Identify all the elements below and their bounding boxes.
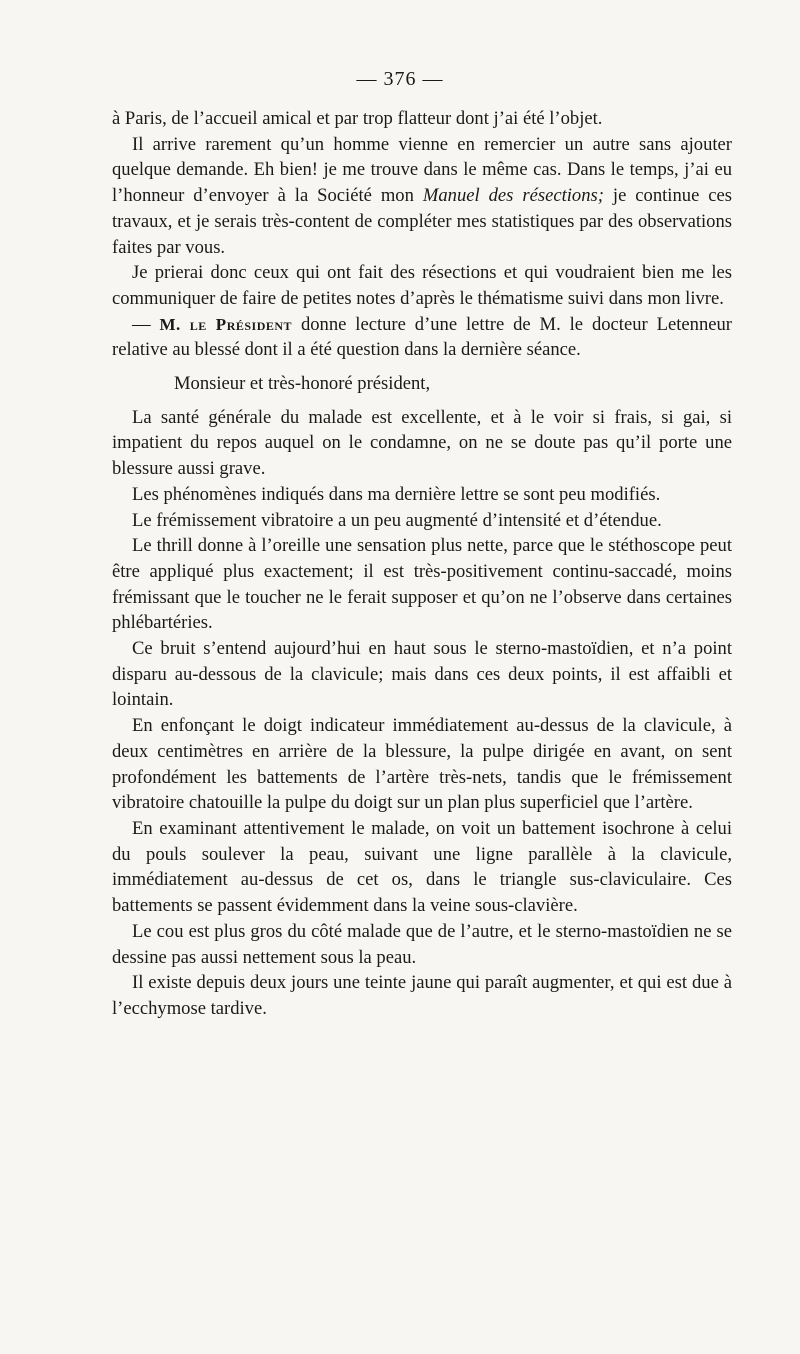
letter-salutation: Monsieur et très-honoré président, <box>174 373 431 395</box>
paragraph-6: Les phénomènes indiqués dans ma dernière lettre se sont peu modifiés. <box>132 483 661 505</box>
body-text <box>112 106 732 1022</box>
paragraph-3: Je prierai donc ceux qui ont fait des résections et qui voudraient bien me les communiquer de faire de petites notes d’après le thématisme suivi dans mon livre. <box>112 262 732 309</box>
page-number: — 376 — <box>356 68 444 90</box>
speaker-name: M. le Président <box>159 314 293 334</box>
paragraph-2-text: Il arrive rarement qu’un homme vienne en remercier un autre sans ajouter quelque demande. Eh bien! je me trouve dans le même cas. Dans le temps, j’ai eu l’honneur d’envoyer à la Société mon <box>112 133 732 207</box>
paragraph-4-text: donne lecture d’une lettre de M. le docteur Letenneur relative au blessé dont il a été question dans la dernière séance. <box>112 313 732 361</box>
paragraph-12: Le cou est plus gros du côté malade que de l’autre, et le sterno-mastoïdien ne se dessine pas aussi nettement sous la peau. <box>112 920 732 968</box>
paragraph-10: En enfonçant le doigt indicateur immédiatement au-dessus de la clavicule, à deux centimètres en arrière de la blessure, la pulpe dirigée en avant, on sent profondément les battements de l’artère très-nets, tandis que le frémissement vibratoire chatouille la pulpe du doigt sur un plan plus superficiel que l’artère. <box>112 715 732 814</box>
paragraph-13: Il existe depuis deux jours une teinte jaune qui paraît augmenter, et qui est due à l’ecchymose tardive. <box>112 972 732 1019</box>
paragraph-2-tail: je continue ces travaux, et je serais très-content de compléter mes statistiques par des observations faites par vous. <box>112 185 733 258</box>
paragraph-4 <box>112 312 732 363</box>
paragraph-2 <box>112 132 732 261</box>
paragraph-7: Le frémissement vibratoire a un peu augmenté d’intensité et d’étendue. <box>132 509 662 531</box>
paragraph-1: à Paris, de l’accueil amical et par trop flatteur dont j’ai été l’objet. <box>112 108 603 129</box>
paragraph-8: Le thrill donne à l’oreille une sensation plus nette, parce que le stéthoscope peut être appliqué plus exactement; il est très-positivement continu-saccadé, moins frémissant que le toucher ne le ferait supposer et qu’on ne l’observe dans certaines phlébartéries. <box>112 535 732 634</box>
paragraph-11: En examinant attentivement le malade, on voit un battement isochrone à celui du pouls soulever la peau, suivant une ligne parallèle à la clavicule, immédiatement au-dessus de cet os, dans le triangle sus-claviculaire. Ces battements se passent évidemment dans la veine sous-clavière. <box>112 817 732 917</box>
paragraph-9: Ce bruit s’entend aujourd’hui en haut sous le sterno-mastoïdien, et n’a point disparu au-dessous de la clavicule; mais dans ces deux points, il est affaibli et lointain. <box>112 638 732 711</box>
paragraph-5: La santé générale du malade est excellente, et à le voir si frais, si gai, si impatient du repos auquel on le condamne, on ne se doute pas qu’il porte une blessure aussi grave. <box>112 406 732 480</box>
em-dash: — <box>132 313 151 335</box>
book-title: Manuel des résections; <box>422 185 604 207</box>
